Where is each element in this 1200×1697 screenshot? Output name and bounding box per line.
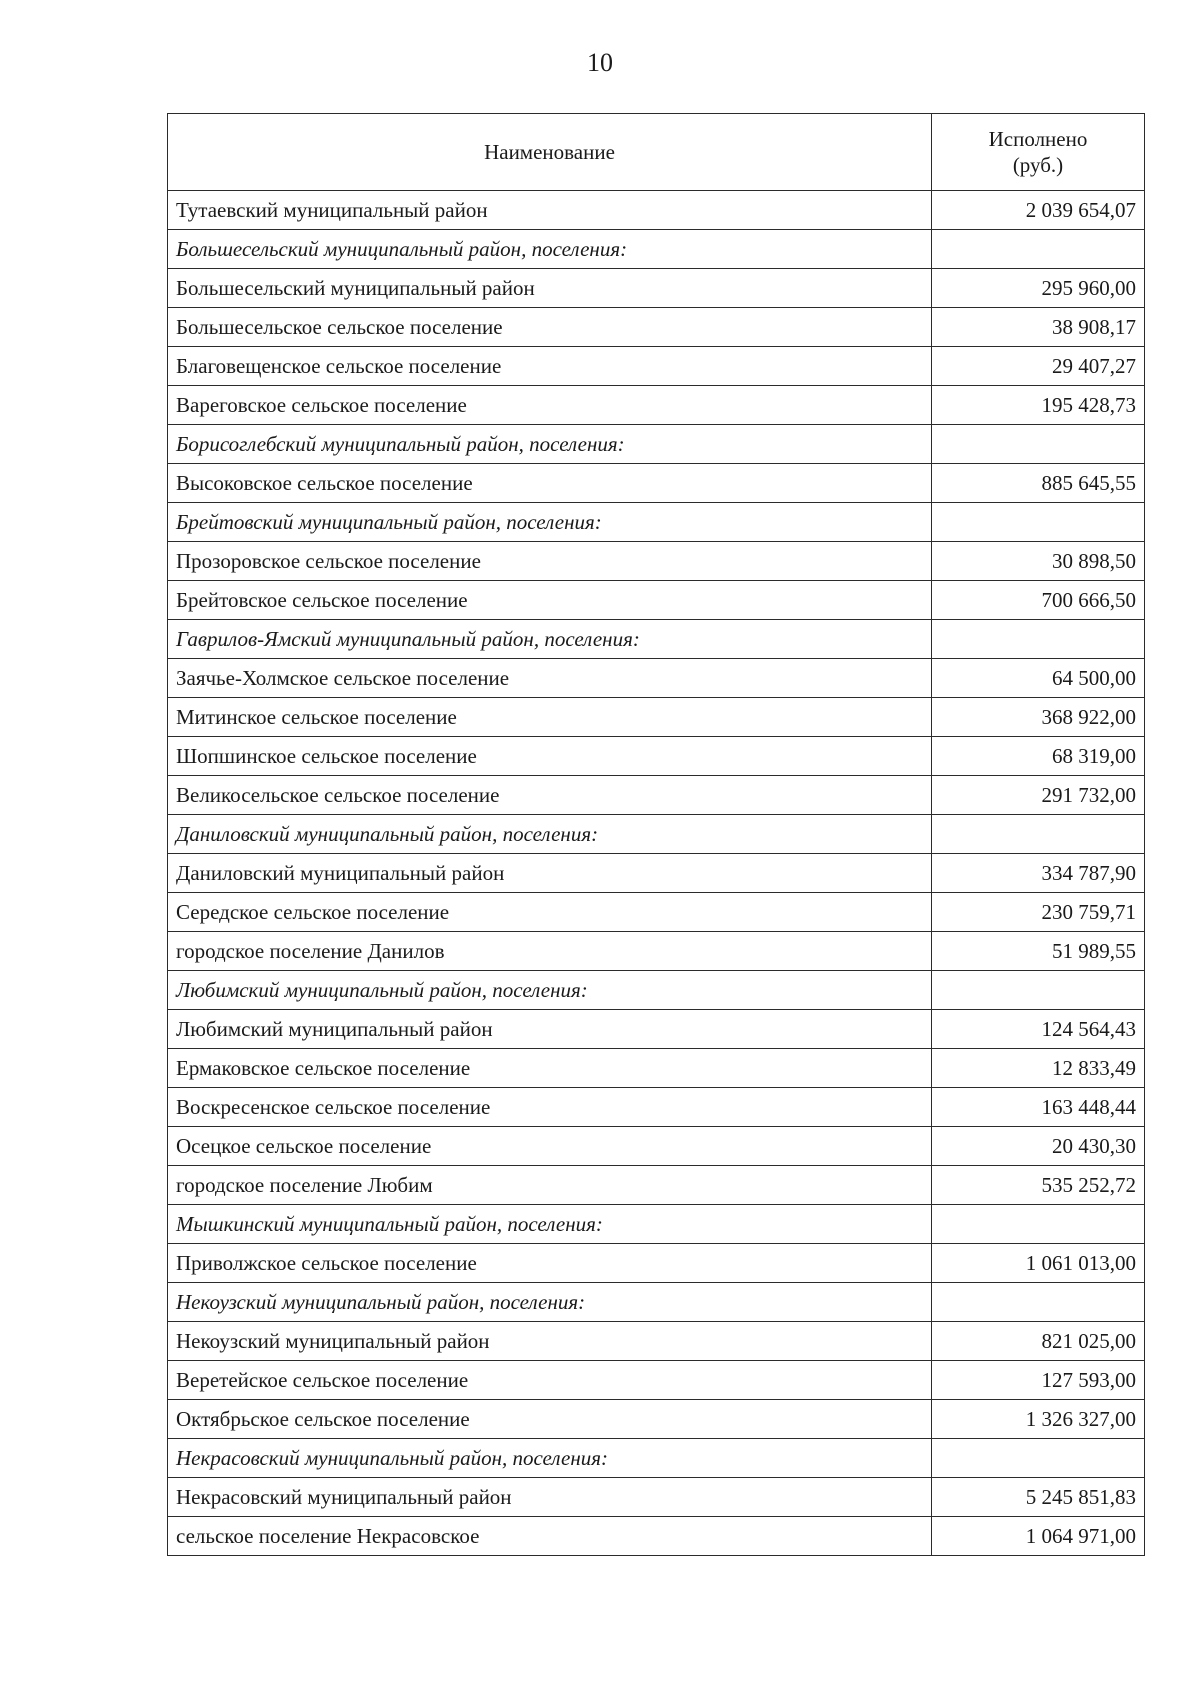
amount-cell: 12 833,49	[932, 1049, 1145, 1088]
amount-cell: 368 922,00	[932, 698, 1145, 737]
name-cell: Большесельское сельское поселение	[168, 308, 932, 347]
amount-cell: 29 407,27	[932, 347, 1145, 386]
table-row	[168, 1478, 1145, 1517]
name-cell: Прозоровское сельское поселение	[168, 542, 932, 581]
name-cell: Большесельский муниципальный район	[168, 269, 932, 308]
name-cell: Тутаевский муниципальный район	[168, 191, 932, 230]
column-header-amount	[932, 114, 1145, 191]
amount-cell	[932, 620, 1145, 659]
table-row	[168, 308, 1145, 347]
group-name-cell: Большесельский муниципальный район, поселения:	[168, 230, 932, 269]
column-header-name: Наименование	[168, 114, 932, 191]
group-name-cell: Некоузский муниципальный район, поселения:	[168, 1283, 932, 1322]
name-cell: Брейтовское сельское поселение	[168, 581, 932, 620]
name-cell: Даниловский муниципальный район	[168, 854, 932, 893]
amount-cell: 38 908,17	[932, 308, 1145, 347]
table-row	[168, 542, 1145, 581]
amount-cell: 195 428,73	[932, 386, 1145, 425]
table-body	[168, 191, 1145, 1556]
name-cell: Высоковское сельское поселение	[168, 464, 932, 503]
table-header-row	[168, 114, 1145, 191]
amount-cell	[932, 1283, 1145, 1322]
group-header-row	[168, 1283, 1145, 1322]
amount-cell	[932, 815, 1145, 854]
table-row	[168, 932, 1145, 971]
name-cell: Веретейское сельское поселение	[168, 1361, 932, 1400]
name-cell: Некрасовский муниципальный район	[168, 1478, 932, 1517]
group-header-row	[168, 1439, 1145, 1478]
table-row	[168, 1322, 1145, 1361]
table-row	[168, 893, 1145, 932]
name-cell: Ермаковское сельское поселение	[168, 1049, 932, 1088]
table-row	[168, 698, 1145, 737]
table-row	[168, 269, 1145, 308]
group-name-cell: Брейтовский муниципальный район, поселения:	[168, 503, 932, 542]
name-cell: Заячье-Холмское сельское поселение	[168, 659, 932, 698]
amount-cell: 295 960,00	[932, 269, 1145, 308]
name-cell: Благовещенское сельское поселение	[168, 347, 932, 386]
name-cell: городское поселение Данилов	[168, 932, 932, 971]
amount-cell: 124 564,43	[932, 1010, 1145, 1049]
amount-cell: 68 319,00	[932, 737, 1145, 776]
group-name-cell: Даниловский муниципальный район, поселения:	[168, 815, 932, 854]
table-row	[168, 1517, 1145, 1556]
table-row	[168, 347, 1145, 386]
name-cell: сельское поселение Некрасовское	[168, 1517, 932, 1556]
group-name-cell: Мышкинский муниципальный район, поселения:	[168, 1205, 932, 1244]
group-name-cell: Некрасовский муниципальный район, поселения:	[168, 1439, 932, 1478]
amount-cell	[932, 971, 1145, 1010]
amount-cell: 163 448,44	[932, 1088, 1145, 1127]
table-row	[168, 776, 1145, 815]
group-header-row	[168, 971, 1145, 1010]
amount-cell: 885 645,55	[932, 464, 1145, 503]
amount-cell: 20 430,30	[932, 1127, 1145, 1166]
amount-cell: 1 061 013,00	[932, 1244, 1145, 1283]
name-cell: Митинское сельское поселение	[168, 698, 932, 737]
table-row	[168, 737, 1145, 776]
name-cell: городское поселение Любим	[168, 1166, 932, 1205]
amount-cell	[932, 503, 1145, 542]
table-row	[168, 1049, 1145, 1088]
table-row	[168, 1400, 1145, 1439]
amount-cell: 5 245 851,83	[932, 1478, 1145, 1517]
amount-cell	[932, 1205, 1145, 1244]
table-header	[168, 114, 1145, 191]
table-row	[168, 464, 1145, 503]
amount-cell: 291 732,00	[932, 776, 1145, 815]
table-row	[168, 1010, 1145, 1049]
table-row	[168, 1361, 1145, 1400]
amount-cell: 51 989,55	[932, 932, 1145, 971]
group-name-cell: Гаврилов-Ямский муниципальный район, поселения:	[168, 620, 932, 659]
amount-cell: 334 787,90	[932, 854, 1145, 893]
group-name-cell: Борисоглебский муниципальный район, поселения:	[168, 425, 932, 464]
name-cell: Октябрьское сельское поселение	[168, 1400, 932, 1439]
amount-cell: 700 666,50	[932, 581, 1145, 620]
name-cell: Некоузский муниципальный район	[168, 1322, 932, 1361]
group-header-row	[168, 1205, 1145, 1244]
group-header-row	[168, 230, 1145, 269]
table-row	[168, 386, 1145, 425]
table-row	[168, 854, 1145, 893]
group-header-row	[168, 620, 1145, 659]
group-name-cell: Любимский муниципальный район, поселения:	[168, 971, 932, 1010]
budget-table	[167, 113, 1145, 1556]
name-cell: Шопшинское сельское поселение	[168, 737, 932, 776]
column-header-amount-label: Исполнено	[988, 127, 1088, 151]
amount-cell: 64 500,00	[932, 659, 1145, 698]
name-cell: Любимский муниципальный район	[168, 1010, 932, 1049]
name-cell: Вареговское сельское поселение	[168, 386, 932, 425]
amount-cell: 821 025,00	[932, 1322, 1145, 1361]
amount-cell: 535 252,72	[932, 1166, 1145, 1205]
table-row	[168, 1127, 1145, 1166]
amount-cell	[932, 425, 1145, 464]
column-header-amount-unit: (руб.)	[1012, 153, 1064, 177]
group-header-row	[168, 815, 1145, 854]
table-row	[168, 1166, 1145, 1205]
table-row	[168, 659, 1145, 698]
amount-cell: 127 593,00	[932, 1361, 1145, 1400]
amount-cell: 1 326 327,00	[932, 1400, 1145, 1439]
table-row	[168, 1244, 1145, 1283]
group-header-row	[168, 425, 1145, 464]
name-cell: Середское сельское поселение	[168, 893, 932, 932]
amount-cell: 2 039 654,07	[932, 191, 1145, 230]
amount-cell: 1 064 971,00	[932, 1517, 1145, 1556]
amount-cell	[932, 230, 1145, 269]
table-row	[168, 581, 1145, 620]
name-cell: Воскресенское сельское поселение	[168, 1088, 932, 1127]
table-row	[168, 1088, 1145, 1127]
table-row	[168, 191, 1145, 230]
amount-cell: 230 759,71	[932, 893, 1145, 932]
name-cell: Великосельское сельское поселение	[168, 776, 932, 815]
name-cell: Приволжское сельское поселение	[168, 1244, 932, 1283]
page-number: 10	[587, 48, 613, 77]
amount-cell	[932, 1439, 1145, 1478]
group-header-row	[168, 503, 1145, 542]
amount-cell: 30 898,50	[932, 542, 1145, 581]
name-cell: Осецкое сельское поселение	[168, 1127, 932, 1166]
